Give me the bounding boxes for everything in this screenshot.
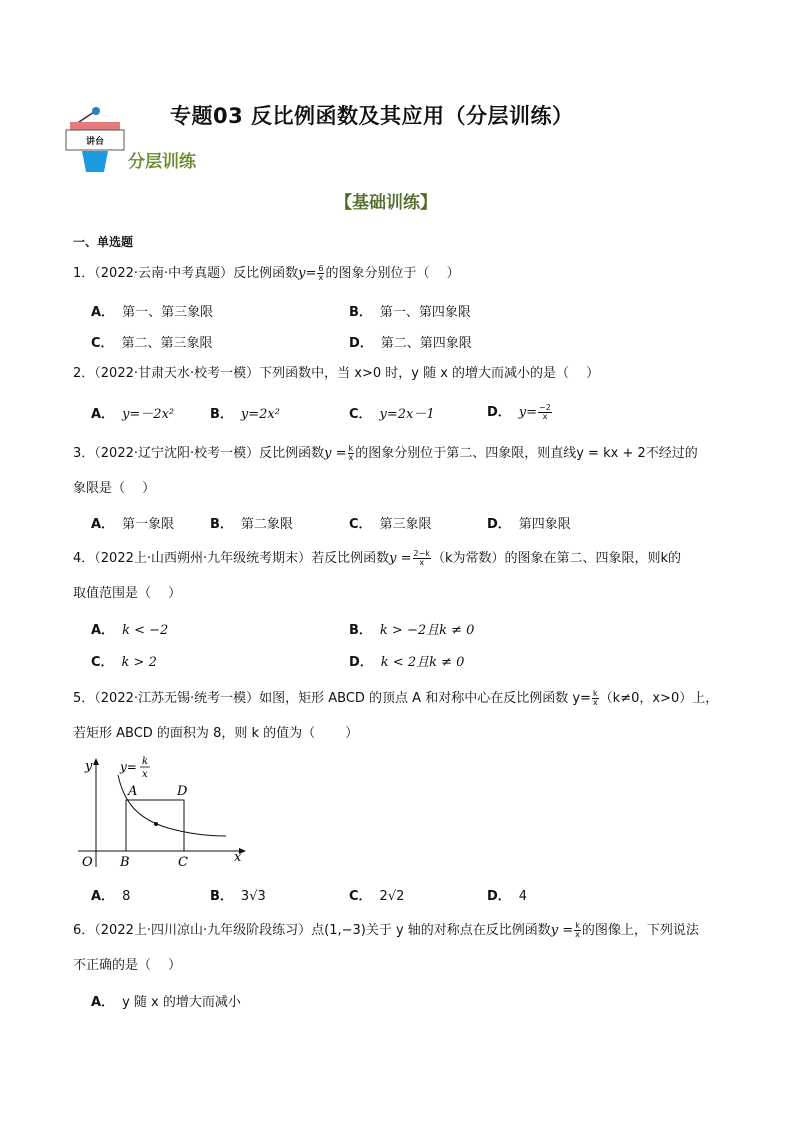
q4-option-a: A． k < −2 xyxy=(91,623,169,638)
q5-option-d: D． 4 xyxy=(487,889,528,904)
subtitle: 分层训练 xyxy=(128,152,196,172)
center-point xyxy=(154,822,158,826)
question-2: 2．（2022·甘肃天水·校考一模）下列函数中，当 x>0 时，y 随 x 的增大而减小的是（ ） xyxy=(73,366,600,381)
q1-fn: y= xyxy=(298,266,317,281)
question-1 xyxy=(73,265,460,282)
podium-label: 讲台 xyxy=(85,137,105,147)
q1-option-b: B． 第一、第四象限 xyxy=(349,305,471,320)
section-heading: 【基础训练】 xyxy=(335,193,437,213)
curve-eq-den: x xyxy=(142,769,148,780)
q5-option-b: B． 3√3 xyxy=(210,889,266,904)
q4-option-d: D． k < 2且k ≠ 0 xyxy=(349,655,465,670)
q2-option-b: B． y=2x² xyxy=(210,407,280,422)
q6-option-a: A． y 随 x 的增大而减小 xyxy=(91,995,241,1010)
q1-option-c: C． 第二、第三象限 xyxy=(91,336,213,351)
q2-option-a: A． y=－2x² xyxy=(91,407,175,422)
label-x: x xyxy=(234,850,242,865)
q1-suffix: 的图象分别位于（ ） xyxy=(325,266,460,281)
q3-option-d: D． 第四象限 xyxy=(487,517,571,532)
question-4: 4．（2022上·山西朔州·九年级统考期末）若反比例函数y = $\frac{2-k}{x}$ （k为常数）的图象在第二、四象限，则k的 xyxy=(73,549,681,567)
q1-text: 1．（2022·云南·中考真题）反比例函数 xyxy=(73,266,299,281)
label-c: C xyxy=(178,855,188,870)
podium-logo xyxy=(60,106,132,174)
label-a: A xyxy=(128,784,138,799)
q1-option-d: D． 第二、第四象限 xyxy=(349,336,472,351)
page-title: 专题03 反比例函数及其应用（分层训练） xyxy=(170,104,574,128)
q3-option-c: C． 第三象限 xyxy=(349,517,432,532)
label-b: B xyxy=(120,855,130,870)
q5-option-c: C． 2√2 xyxy=(349,889,405,904)
question-3: 3．（2022·辽宁沈阳·校考一模）反比例函数y = $\frac{k}{x}$ 的图象分别位于第二、四象限，则直线y = kx + 2不经过的 xyxy=(73,444,698,462)
q2-option-c: C． y=2x－1 xyxy=(349,407,435,422)
label-d: D xyxy=(177,784,188,799)
curve-eq-fn: y= xyxy=(120,760,137,774)
part-heading: 一、单选题 xyxy=(73,235,134,249)
q1-option-a: A． 第一、第三象限 xyxy=(91,305,214,320)
question-6-line-2: 不正确的是（ ） xyxy=(73,958,182,973)
label-o: O xyxy=(82,855,93,870)
question-4-line-2: 取值范围是（ ） xyxy=(73,586,182,601)
label-y: y xyxy=(85,759,93,774)
curve-eq-num: k xyxy=(142,756,149,767)
question-6: 6．（2022上·四川凉山·九年级阶段练习）点(1,−3)关于 y 轴的对称点在反比例函数y = $\frac{k}{x}$ 的图像上，下列说法 xyxy=(73,921,699,939)
question-5-line-2: 若矩形 ABCD 的面积为 8，则 k 的值为（ ） xyxy=(73,726,359,741)
q3-option-a: A． 第一象限 xyxy=(91,517,175,532)
q4-option-b: B． k > −2且k ≠ 0 xyxy=(349,623,475,638)
q4-option-c: C． k > 2 xyxy=(91,655,157,670)
q5-option-a: A． 8 xyxy=(91,889,131,904)
y-axis-arrow xyxy=(93,758,99,765)
q3-option-b: B． 第二象限 xyxy=(210,517,293,532)
q2-option-d: D． y= $\frac{-2}{x}$ xyxy=(487,403,551,421)
q5-figure xyxy=(68,755,258,870)
question-3-line-2: 象限是（ ） xyxy=(73,481,156,496)
question-5: 5．（2022·江苏无锡·统考一模）如图，矩形 ABCD 的顶点 A 和对称中心在反比例函数 y= $\frac{k}{x}$ （k≠0，x>0）上， xyxy=(73,689,719,707)
q1-fraction: $\frac{6}{x}$ xyxy=(318,264,324,282)
